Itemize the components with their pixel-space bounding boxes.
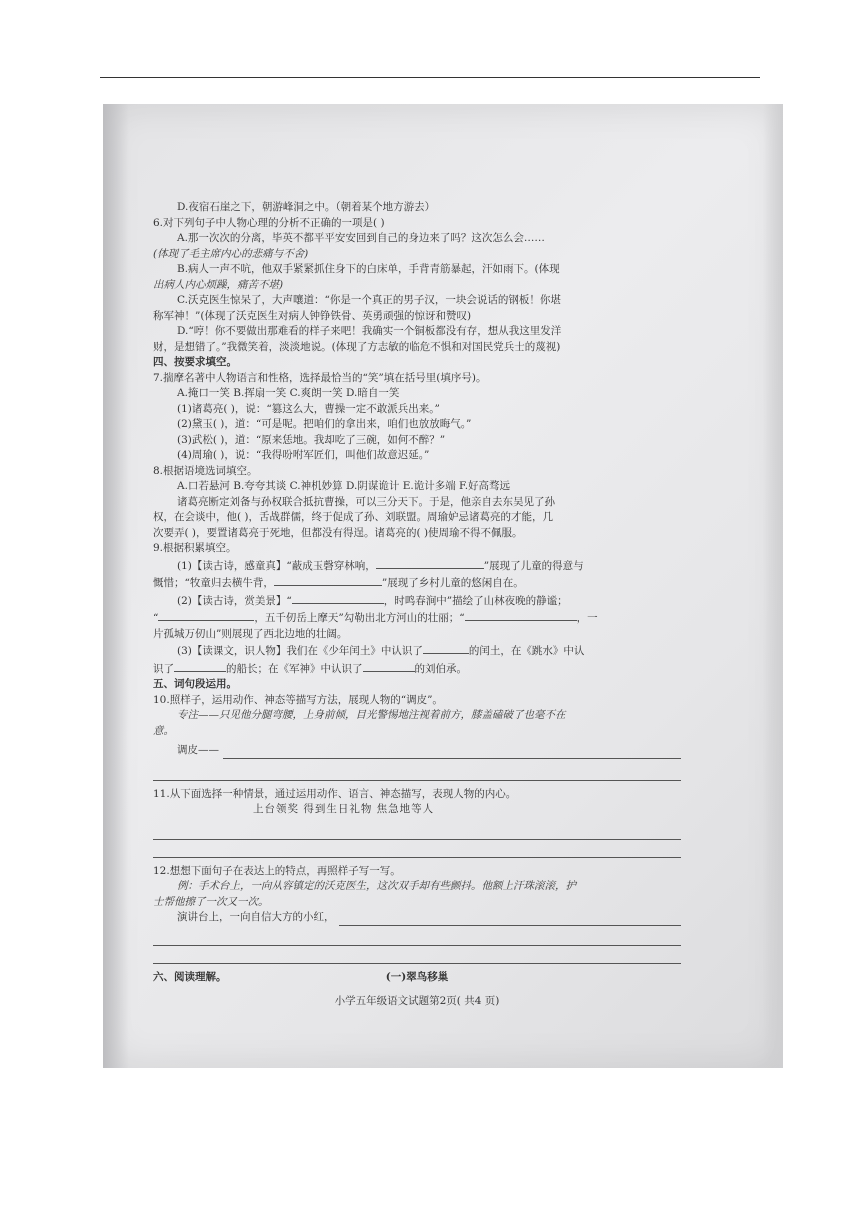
q6-option-a: A.那一次次的分离，毕英不都平平安安回到自己的身边来了吗？这次怎么会…… (177, 232, 545, 244)
q9-2-text-b: ，时鸣春涧中”描绘了山林夜晚的静谧； (383, 594, 568, 607)
q8-options: A.口若悬河 B.夸夸其谈 C.神机妙算 D.阴谋诡计 E.诡计多端 F.好高骛远 (177, 480, 511, 492)
q9-2-text-c: “ (153, 612, 159, 624)
q9-3-text-c: 识了 (153, 662, 174, 675)
q7-item-3: (3)武松( )，道：“原来恁地。我却吃了三碗，如何不醉？” (177, 433, 446, 446)
section-5-title: 五、词句段运用。 (153, 678, 237, 690)
page-shadow-left (103, 104, 129, 1068)
q12-example-1: 例：手术台上，一向从容镇定的沃克医生，这次双手却有些颤抖。他额上汗珠滚滚，护 (177, 880, 576, 892)
q9-2-line-3: 片孤城万仞山”则展现了西北边地的壮阔。 (153, 627, 348, 640)
q6-option-d: D.“哼！你不要做出那难看的样子来吧！我确实一个铜板都没有存，想从我这里发洋 (177, 325, 562, 337)
q8-passage-2: 权，在会谈中，他( )，舌战群儒，终于促成了孙、刘联盟。周瑜妒忌诸葛亮的才能，几 (153, 511, 554, 523)
q11-stem: 11.从下面选择一种情景，通过运用动作、语言、神态描写，表现人物的内心。 (153, 787, 517, 800)
q10-answer-label: 调皮—— (177, 744, 219, 756)
q9-2-text-a: (2)【读古诗，赏美景】“ (177, 594, 292, 607)
q9-2-line-1 (153, 592, 681, 610)
page-shadow-right (763, 104, 783, 1068)
q12-example-2: 士帮他擦了一次又一次。 (153, 895, 269, 908)
answer-line[interactable] (339, 913, 682, 926)
q9-1-text-a: (1)【读古诗，感童真】“蔽成玉磬穿林响， (177, 559, 376, 572)
q10-example-2: 意。 (153, 724, 174, 737)
page-footer: 小学五年级语文试题第2页( 共4 页) (334, 994, 500, 1007)
section-6-title: 六、阅读理解。 (153, 970, 227, 983)
q9-1-line-1 (153, 557, 681, 575)
q6-option-b: B.病人一声不吭，他双手紧紧抓住身下的白床单，手背青筋暴起，汗如雨下。(体现 (177, 263, 560, 275)
answer-line[interactable] (153, 824, 681, 840)
scanned-exam-page (103, 104, 783, 1068)
q9-2-line-2 (153, 609, 681, 627)
q9-3-text-e: 的刘伯承。 (414, 662, 467, 675)
answer-blank[interactable] (158, 609, 254, 621)
q10-example-1: 专注——只见他分腿弯腰，上身前倾，目光警惕地注视着前方，膝盖磕破了也毫不在 (177, 709, 566, 721)
reading-passage-title: (一)翠鸟移巢 (385, 971, 449, 983)
answer-line[interactable] (153, 765, 681, 781)
q7-stem: 7.揣摩名著中人物语言和性格，选择最恰当的“笑”填在括号里(填序号)。 (153, 371, 487, 384)
q9-1-text-d: ”展现了乡村儿童的悠闲自在。 (381, 577, 524, 589)
q12-stem: 12.想想下面句子在表达上的特点，再照样子写一写。 (153, 864, 401, 877)
q8-stem: 8.根据语境选词填空。 (153, 464, 258, 477)
q9-2-text-e: ，一 (576, 612, 598, 624)
q7-item-1: (1)诸葛亮( )，说：“篡这么大，曹操一定不敢派兵出来。” (177, 402, 440, 415)
q7-item-2: (2)黛玉( )，道：“可是呢。把咱们的拿出来，咱们也放放晦气。” (177, 418, 472, 430)
q9-3-text-b: 的闰土，在《跳水》中认 (468, 645, 585, 657)
q6-option-c-note: 称军神！”(体现了沃克医生对病人钟铮铁骨、英勇顽强的惊讶和赞叹) (153, 309, 472, 322)
q6-option-b-note: 出病人内心烦躁，痛苦不堪) (153, 278, 284, 291)
answer-line[interactable] (153, 948, 681, 964)
q12-answer-prompt: 演讲台上，一向自信大方的小红， (177, 911, 335, 923)
answer-line[interactable] (223, 746, 681, 759)
q12-answer-row (153, 910, 681, 926)
q9-2-text-d: ，五千仞岳上摩天”勾勒出北方河山的壮丽；“ (254, 612, 465, 624)
answer-line[interactable] (153, 842, 681, 858)
answer-blank[interactable] (465, 609, 577, 621)
q6-option-c: C.沃克医生惊呆了，大声嚷道：“你是一个真正的男子汉，一块会说话的钢板！你堪 (177, 294, 561, 306)
q10-stem: 10.照样子，运用动作、神态等描写方法，展现人物的“调皮”。 (153, 693, 443, 706)
q9-3-text-a: (3)【读课文，识人物】我们在《少年闰土》中认识了 (177, 645, 423, 657)
q9-3-line-1 (153, 642, 681, 660)
q8-passage-3: 次要弄( )，要置诸葛亮于死地，但都没有得逞。诸葛亮的( )使周瑜不得不佩服。 (153, 526, 523, 539)
q11-scenarios: 上台领奖 得到生日礼物 焦急地等人 (253, 803, 435, 815)
header-rule (100, 77, 760, 78)
exam-content (153, 200, 681, 1009)
q6-option-d-note: 财，是想错了。”我微笑着，淡淡地说。(体现了方志敏的临危不惧和对国民党兵士的蔑视) (153, 340, 561, 353)
answer-blank[interactable] (376, 557, 484, 569)
answer-blank[interactable] (363, 660, 415, 672)
q9-stem: 9.根据积累填空。 (153, 542, 237, 554)
q6-option-a-note: (体现了毛主席内心的悲痛与不舍) (153, 247, 309, 260)
answer-blank[interactable] (274, 574, 382, 586)
q7-item-4: (4)周瑜( )，说：“我得吩咐军匠们，叫他们故意迟延。” (177, 449, 430, 461)
q5-option-d: D.夜宿石崖之下，朝游峰洞之中。（朝着某个地方游去） (177, 201, 436, 213)
q9-3-line-2 (153, 660, 681, 678)
answer-blank[interactable] (423, 642, 469, 654)
q8-passage-1: 诸葛亮断定刘备与孙权联合抵抗曹操，可以三分天下。于是，他亲自去东吴见了孙 (177, 495, 555, 508)
q6-stem: 6.对下列句子中人物心理的分析不正确的一项是( ) (153, 216, 385, 229)
answer-blank[interactable] (174, 660, 226, 672)
q10-answer-row (153, 743, 681, 759)
answer-line[interactable] (153, 930, 681, 946)
q9-1-line-2 (153, 574, 681, 592)
q7-options: A.掩口一笑 B.挥扇一笑 C.爽朗一笑 D.暗自一笑 (177, 387, 400, 399)
q9-1-text-c: 慨惜；“牧童归去横牛背， (153, 577, 274, 589)
section-4-title: 四、按要求填空。 (153, 356, 237, 368)
q9-3-text-d: 的船长；在《军神》中认识了 (226, 662, 363, 675)
q9-1-text-b: ”展现了儿童的得意与 (483, 559, 584, 572)
answer-blank[interactable] (292, 592, 384, 604)
